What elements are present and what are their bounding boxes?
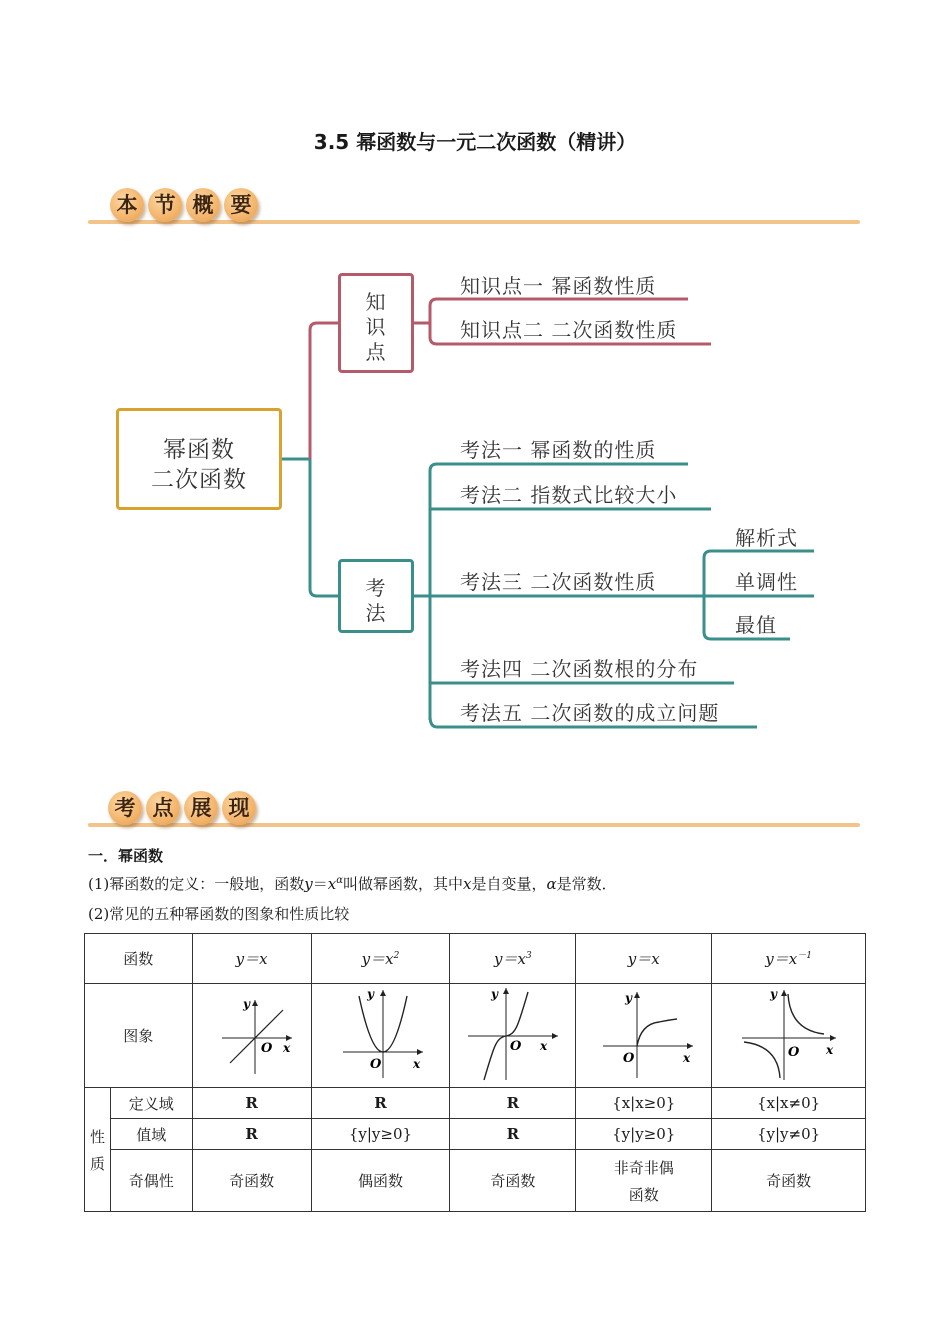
banner-char: 点	[146, 791, 180, 825]
knowledge-char: 知	[365, 290, 387, 314]
text: 是常数．	[556, 875, 617, 893]
page-title: 3.5 幂函数与一元二次函数（精讲）	[313, 130, 637, 154]
var-x: x	[463, 875, 472, 893]
method3-sub-3: 最值	[735, 613, 777, 637]
method-item-3: 考法三 二次函数性质	[460, 570, 657, 594]
domain-cell: R	[450, 1088, 576, 1119]
header-label: 函数	[85, 934, 193, 984]
definition-paragraph	[88, 873, 617, 894]
banner-char: 要	[224, 188, 258, 222]
method-item-5: 考法五 二次函数的成立问题	[460, 701, 720, 725]
power-function-table	[84, 933, 866, 1212]
axis-label-origin: O	[787, 1044, 799, 1060]
row-label: 奇偶性	[110, 1150, 192, 1212]
knowledge-char: 点	[365, 340, 387, 364]
axis-label-y: y	[769, 986, 777, 1001]
knowledge-item-1: 知识点一 幂函数性质	[460, 274, 657, 298]
method-item-1: 考法一 幂函数的性质	[460, 438, 657, 462]
axis-label-x: x	[825, 1042, 833, 1057]
graph-square	[325, 986, 435, 1082]
table-row	[85, 934, 866, 984]
axis-label-y: y	[490, 986, 498, 1001]
graph-cell	[450, 984, 576, 1088]
axis-label-y: y	[367, 986, 375, 1001]
axis-label-y: y	[242, 996, 250, 1011]
graph-label: 图象	[85, 984, 193, 1088]
banner-char: 考	[108, 791, 142, 825]
var-y: y	[304, 875, 313, 893]
comparison-caption: (2)常见的五种幂函数的图象和性质比较	[88, 905, 350, 923]
group-char: 性	[89, 1127, 105, 1146]
domain-cell: R	[311, 1088, 450, 1119]
method-char: 考	[365, 576, 387, 600]
parity-cell	[576, 1150, 712, 1212]
domain-cell: {x|x≥0}	[576, 1088, 712, 1119]
graph-sqrt	[589, 986, 699, 1082]
domain-cell: {x|x≠0}	[712, 1088, 866, 1119]
root-line-2: 二次函数	[151, 467, 247, 493]
function-base: y＝x	[765, 950, 798, 968]
range-cell: R	[450, 1119, 576, 1150]
var-alpha: α	[546, 875, 557, 893]
var-x: x	[327, 875, 337, 893]
function-base: y＝x	[627, 950, 660, 968]
range-cell: {y|y≥0}	[576, 1119, 712, 1150]
parity-line-2: 函数	[628, 1185, 659, 1204]
graph-reciprocal	[734, 986, 844, 1082]
properties-group-label	[85, 1088, 111, 1212]
axis-label-x: x	[539, 1038, 547, 1053]
function-header	[311, 934, 450, 984]
knowledge-item-2: 知识点二 二次函数性质	[460, 318, 678, 342]
range-cell: {y|y≠0}	[712, 1119, 866, 1150]
section-heading: 一．幂函数	[88, 847, 164, 865]
text: (1)幂函数的定义：一般地，函数	[88, 875, 305, 893]
axis-label-origin: O	[260, 1040, 272, 1056]
range-cell: {y|y≥0}	[311, 1119, 450, 1150]
range-cell: R	[192, 1119, 311, 1150]
axis-label-y: y	[624, 990, 632, 1005]
banner-char: 概	[186, 188, 220, 222]
graph-linear	[197, 986, 307, 1082]
function-base: y＝x	[235, 950, 268, 968]
row-label: 定义域	[110, 1088, 192, 1119]
banner-char: 本	[110, 188, 144, 222]
mindmap-knowledge-box	[338, 273, 414, 373]
axis-label-x: x	[682, 1050, 690, 1065]
mindmap-method-box	[338, 559, 414, 633]
table-row	[85, 1119, 866, 1150]
method3-sub-1: 解析式	[735, 526, 798, 550]
parity-cell: 奇函数	[712, 1150, 866, 1212]
table-row	[85, 984, 866, 1088]
group-char: 质	[89, 1154, 105, 1173]
axis-label-x: x	[282, 1040, 290, 1055]
function-exp: 2	[393, 951, 400, 961]
axis-label-origin: O	[622, 1050, 635, 1066]
graph-cell	[311, 984, 450, 1088]
equals: ＝	[312, 875, 328, 893]
section-banner-points	[88, 787, 860, 835]
function-base: y＝x	[494, 950, 526, 968]
text: 是自变量，	[471, 875, 547, 893]
row-label: 值域	[110, 1119, 192, 1150]
graph-cell	[192, 984, 311, 1088]
method-item-2: 考法二 指数式比较大小	[460, 483, 678, 507]
banner-char: 展	[184, 791, 218, 825]
function-exp: －1	[797, 951, 812, 961]
axis-label-origin: O	[370, 1056, 382, 1072]
root-line-1: 幂函数	[163, 437, 235, 463]
function-base: y＝x	[361, 950, 394, 968]
function-exp: 3	[525, 951, 532, 961]
banner-char: 节	[148, 188, 182, 222]
graph-cell	[576, 984, 712, 1088]
graph-cube	[458, 986, 568, 1082]
mindmap-root	[116, 408, 282, 510]
domain-cell: R	[192, 1088, 311, 1119]
table-row	[85, 1150, 866, 1212]
method3-sub-2: 单调性	[735, 570, 798, 594]
parity-line-1: 非奇非偶	[613, 1158, 674, 1177]
exponent-alpha: α	[336, 875, 343, 886]
parity-cell: 偶函数	[311, 1150, 450, 1212]
axis-label-x: x	[413, 1056, 421, 1071]
text: 叫做幂函数，其中	[342, 875, 463, 893]
axis-label-origin: O	[509, 1038, 522, 1054]
function-header	[576, 934, 712, 984]
function-header	[192, 934, 311, 984]
method-char: 法	[365, 601, 387, 625]
banner-char: 现	[222, 791, 256, 825]
function-header	[450, 934, 576, 984]
parity-cell: 奇函数	[450, 1150, 576, 1212]
knowledge-char: 识	[365, 315, 387, 339]
function-header	[712, 934, 866, 984]
method-item-4: 考法四 二次函数根的分布	[460, 657, 699, 681]
table-row	[85, 1088, 866, 1119]
graph-cell	[712, 984, 866, 1088]
parity-cell: 奇函数	[192, 1150, 311, 1212]
